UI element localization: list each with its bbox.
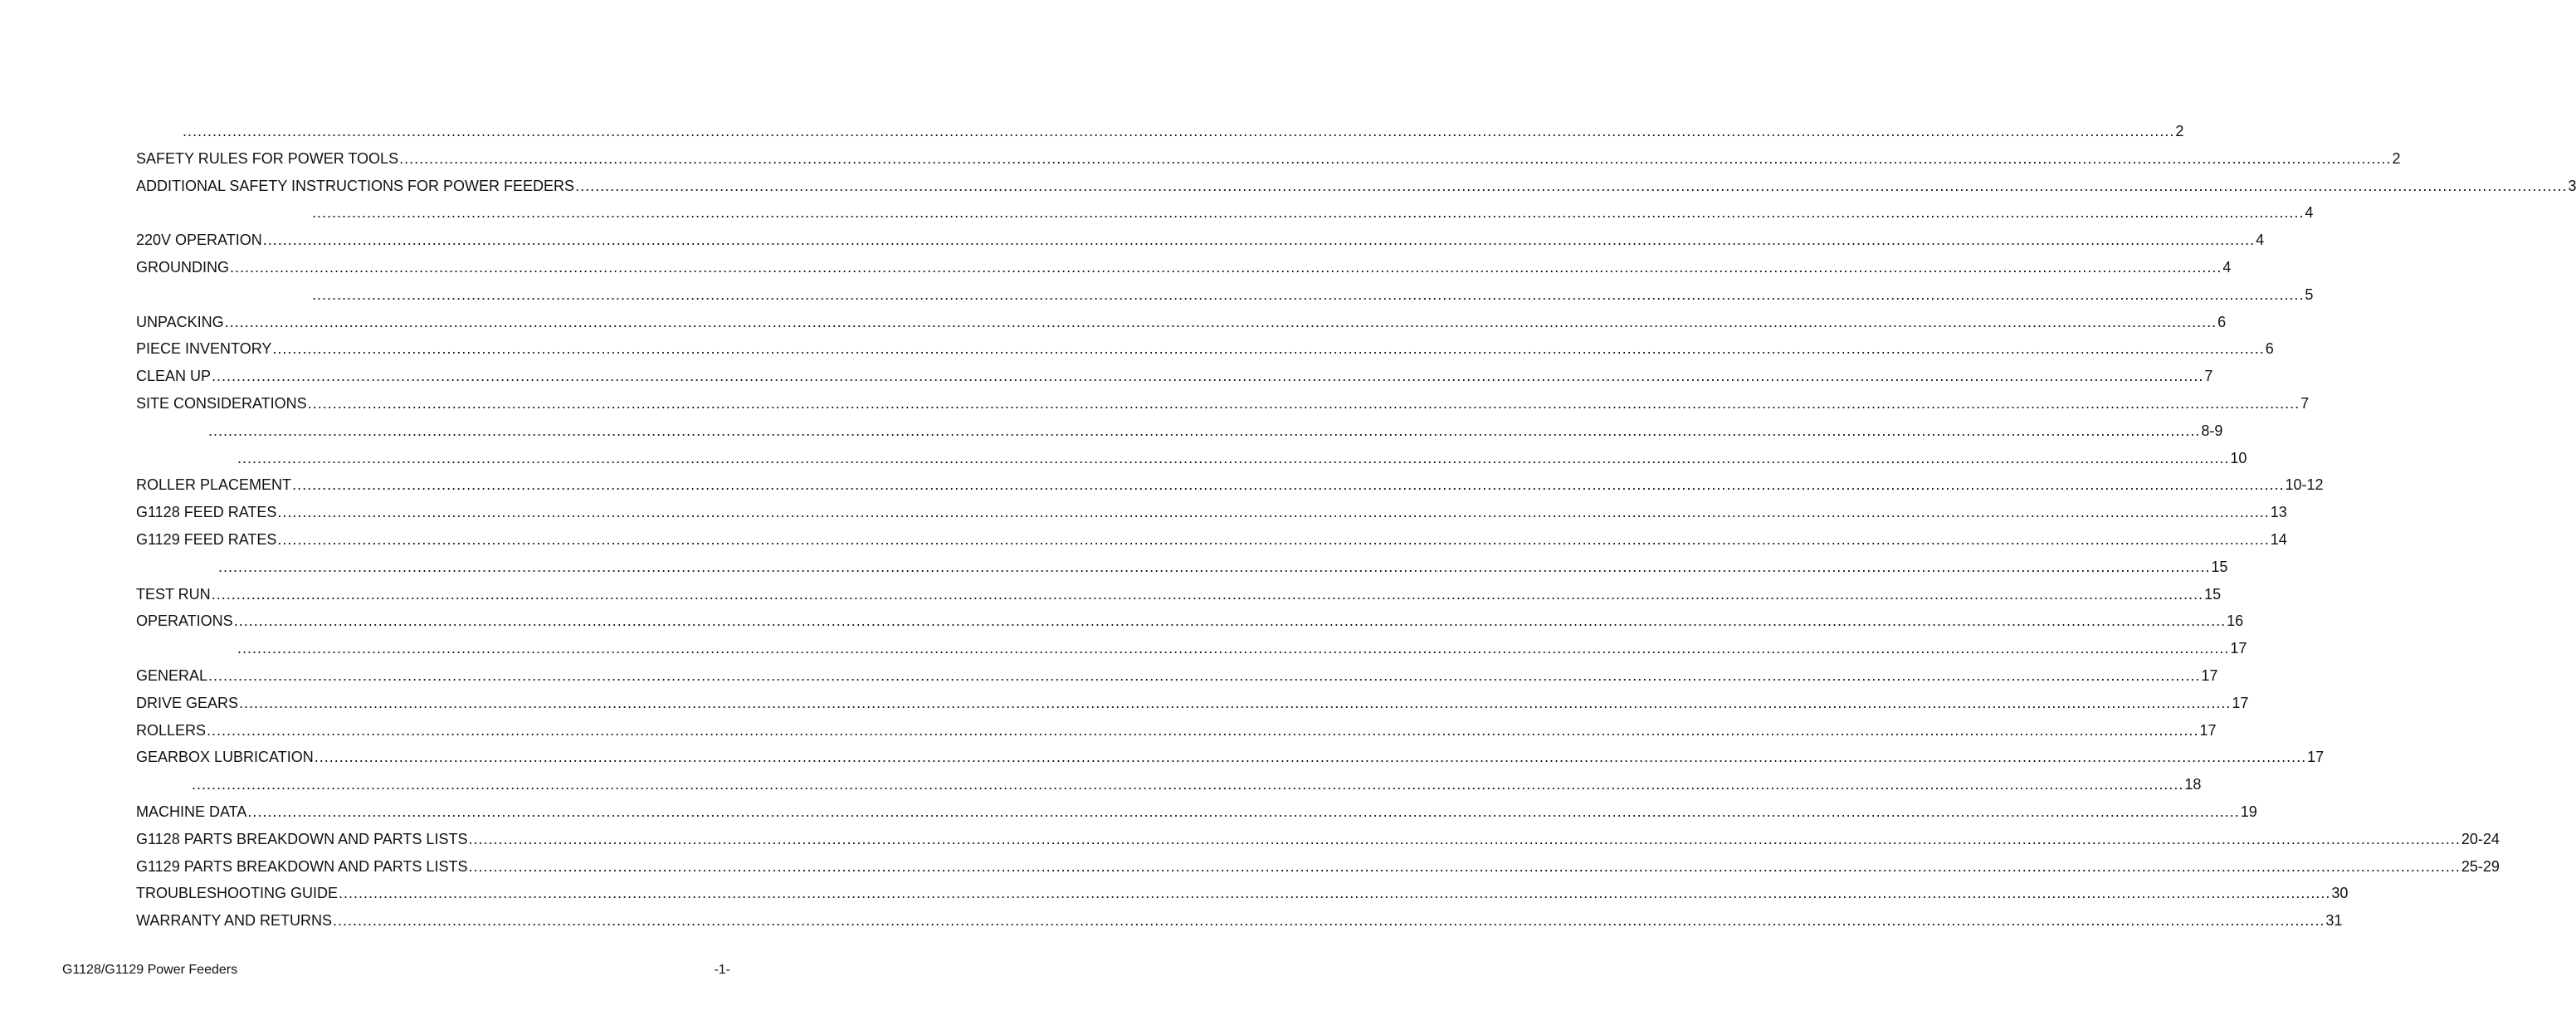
- toc-entry-page: 15: [2211, 558, 2228, 575]
- toc-entry-title: G1129 PARTS BREAKDOWN AND PARTS LISTS: [136, 857, 468, 875]
- toc-entry: [136, 363, 2213, 390]
- toc-entry-page: 17: [2232, 694, 2249, 711]
- toc-entry: [136, 853, 2500, 881]
- toc-entry: [136, 309, 2227, 336]
- toc-entry-page: 7: [2204, 368, 2213, 385]
- toc-entry: [136, 227, 2265, 254]
- toc-entry-title: DRIVE GEARS: [136, 694, 239, 711]
- toc-entry: [136, 173, 2576, 200]
- toc-leader-dots: ................................................................................................................................................................................................................................................................................................................................................................................................................: [468, 830, 2461, 847]
- toc-entry-page: 8-9: [2201, 422, 2223, 439]
- toc-entry-page: 6: [2217, 313, 2227, 330]
- toc-entry: [136, 199, 2314, 227]
- toc-leader-dots: ................................................................................................................................................................................................................................................................................................................................................................................................................: [239, 694, 2232, 711]
- toc-entry-title: TROUBLESHOOTING GUIDE: [136, 885, 339, 902]
- toc-entry: [136, 581, 2222, 608]
- toc-entry-page: 18: [2184, 776, 2202, 793]
- toc-leader-dots: ................................................................................................................................................................................................................................................................................................................................................................................................................: [292, 476, 2285, 494]
- toc-entry-title: SAFETY RULES FOR POWER TOOLS: [136, 149, 399, 167]
- toc-entry-title: UNPACKING: [136, 313, 224, 330]
- toc-leader-dots: ................................................................................................................................................................................................................................................................................................................................................................................................................: [575, 177, 2568, 194]
- toc-entry: [136, 118, 2184, 145]
- toc-entry-page: 10: [2230, 449, 2247, 466]
- toc-leader-dots: ................................................................................................................................................................................................................................................................................................................................................................................................................: [307, 394, 2300, 412]
- toc-leader-dots: ................................................................................................................................................................................................................................................................................................................................................................................................................: [312, 286, 2305, 303]
- toc-entry-title: SITE CONSIDERATIONS: [136, 394, 307, 412]
- toc-leader-dots: ................................................................................................................................................................................................................................................................................................................................................................................................................: [262, 232, 2256, 249]
- toc-entry: [136, 526, 2287, 554]
- toc-leader-dots: ................................................................................................................................................................................................................................................................................................................................................................................................................: [224, 313, 2217, 330]
- toc-leader-dots: ................................................................................................................................................................................................................................................................................................................................................................................................................: [314, 749, 2307, 766]
- toc-entry: [136, 635, 2247, 662]
- toc-entry-title: CLEAN UP: [136, 368, 212, 385]
- toc-leader-dots: ................................................................................................................................................................................................................................................................................................................................................................................................................: [212, 368, 2204, 385]
- toc-entry-page: 15: [2204, 585, 2222, 603]
- toc-entry-title: GEARBOX LUBRICATION: [136, 749, 314, 766]
- toc-leader-dots: ................................................................................................................................................................................................................................................................................................................................................................................................................: [192, 776, 2184, 793]
- toc-entry: [136, 499, 2287, 526]
- toc-entry-page: 7: [2300, 394, 2310, 412]
- toc-entry: [136, 281, 2314, 309]
- toc-leader-dots: ................................................................................................................................................................................................................................................................................................................................................................................................................: [247, 803, 2240, 820]
- toc-leader-dots: ................................................................................................................................................................................................................................................................................................................................................................................................................: [208, 422, 2201, 439]
- toc-entry-title: OPERATIONS: [136, 613, 233, 630]
- toc-entry: [136, 471, 2324, 499]
- footer-title: G1128/G1129 Power Feeders: [62, 963, 238, 977]
- toc-entry-title: ADDITIONAL SAFETY INSTRUCTIONS FOR POWER FEEDERS: [136, 177, 575, 194]
- toc-entry: [136, 826, 2500, 853]
- toc-entry: [136, 417, 2223, 445]
- toc-entry-page: 30: [2331, 885, 2349, 902]
- toc-entry-page: 5: [2305, 286, 2314, 303]
- toc-entry-title: GENERAL: [136, 666, 208, 684]
- toc-entry-page: 19: [2240, 803, 2257, 820]
- toc-entry: [136, 445, 2247, 472]
- toc-entry: [136, 717, 2217, 744]
- toc-leader-dots: ................................................................................................................................................................................................................................................................................................................................................................................................................: [277, 504, 2270, 521]
- toc-entry: [136, 145, 2401, 173]
- toc-entry-title: G1128 PARTS BREAKDOWN AND PARTS LISTS: [136, 830, 468, 847]
- toc-leader-dots: ................................................................................................................................................................................................................................................................................................................................................................................................................: [208, 666, 2201, 684]
- toc-entry: [136, 880, 2349, 907]
- toc-entry-page: 2: [2175, 123, 2184, 139]
- toc-entry-title: WARRANTY AND RETURNS: [136, 912, 333, 930]
- toc-entry-title: G1129 FEED RATES: [136, 530, 277, 548]
- toc-entry: [136, 335, 2274, 363]
- page-number: -1-: [714, 963, 730, 977]
- toc-entry: [136, 744, 2325, 771]
- toc-entry-title: PIECE INVENTORY: [136, 340, 272, 358]
- toc-leader-dots: ................................................................................................................................................................................................................................................................................................................................................................................................................: [237, 640, 2230, 657]
- toc-leader-dots: ................................................................................................................................................................................................................................................................................................................................................................................................................: [218, 558, 2211, 575]
- toc-entry: [136, 254, 2232, 281]
- toc-entry: [136, 554, 2228, 581]
- toc-entry-page: 17: [2199, 721, 2217, 739]
- toc-entry-page: 25-29: [2461, 857, 2500, 875]
- toc-entry-page: 14: [2270, 530, 2287, 548]
- toc-entry-title: MACHINE DATA: [136, 803, 247, 820]
- toc-leader-dots: ................................................................................................................................................................................................................................................................................................................................................................................................................: [277, 530, 2270, 548]
- toc-leader-dots: ................................................................................................................................................................................................................................................................................................................................................................................................................: [399, 149, 2392, 167]
- toc-leader-dots: ................................................................................................................................................................................................................................................................................................................................................................................................................: [183, 123, 2175, 139]
- toc-entry-page: 4: [2305, 204, 2314, 222]
- toc-entry: [136, 798, 2257, 826]
- toc-entry-page: 4: [2256, 232, 2265, 249]
- toc-leader-dots: ................................................................................................................................................................................................................................................................................................................................................................................................................: [468, 857, 2461, 875]
- toc-leader-dots: ................................................................................................................................................................................................................................................................................................................................................................................................................: [333, 912, 2325, 930]
- toc-leader-dots: ................................................................................................................................................................................................................................................................................................................................................................................................................: [312, 204, 2305, 222]
- toc-entry-title: ROLLERS: [136, 721, 207, 739]
- toc-entry-page: 17: [2307, 749, 2325, 766]
- toc-entry-page: 17: [2201, 666, 2218, 684]
- toc-entry: [136, 690, 2249, 717]
- toc-entry-title: G1128 FEED RATES: [136, 504, 277, 521]
- toc-leader-dots: ................................................................................................................................................................................................................................................................................................................................................................................................................: [272, 340, 2265, 358]
- toc-entry-title: GROUNDING: [136, 258, 229, 276]
- toc-entry-page: 17: [2230, 640, 2247, 657]
- toc-entry-page: 4: [2222, 258, 2232, 276]
- toc-leader-dots: ................................................................................................................................................................................................................................................................................................................................................................................................................: [339, 885, 2331, 902]
- toc-entry: [136, 907, 2343, 935]
- toc-leader-dots: ................................................................................................................................................................................................................................................................................................................................................................................................................: [237, 449, 2230, 466]
- table-of-contents: [136, 118, 2576, 935]
- toc-leader-dots: ................................................................................................................................................................................................................................................................................................................................................................................................................: [230, 258, 2222, 276]
- toc-entry: [136, 662, 2218, 690]
- toc-leader-dots: ................................................................................................................................................................................................................................................................................................................................................................................................................: [207, 721, 2199, 739]
- toc-entry: [136, 390, 2310, 417]
- toc-entry-title: ROLLER PLACEMENT: [136, 476, 292, 494]
- toc-leader-dots: ................................................................................................................................................................................................................................................................................................................................................................................................................: [233, 613, 2227, 630]
- toc-entry-page: 6: [2265, 340, 2274, 358]
- toc-entry-page: 31: [2325, 912, 2343, 930]
- toc-entry-page: 2: [2392, 149, 2401, 167]
- toc-entry-title: 220V OPERATION: [136, 232, 262, 249]
- toc-entry-title: TEST RUN: [136, 585, 211, 603]
- toc-entry: [136, 608, 2244, 635]
- toc-entry: [136, 771, 2202, 798]
- toc-entry-page: 20-24: [2461, 830, 2500, 847]
- toc-entry-page: 10-12: [2285, 476, 2324, 494]
- toc-leader-dots: ................................................................................................................................................................................................................................................................................................................................................................................................................: [211, 585, 2204, 603]
- toc-entry-page: 13: [2270, 504, 2287, 521]
- toc-entry-page: 16: [2227, 613, 2244, 630]
- toc-entry-page: 3: [2568, 177, 2576, 194]
- page-footer: [62, 963, 730, 978]
